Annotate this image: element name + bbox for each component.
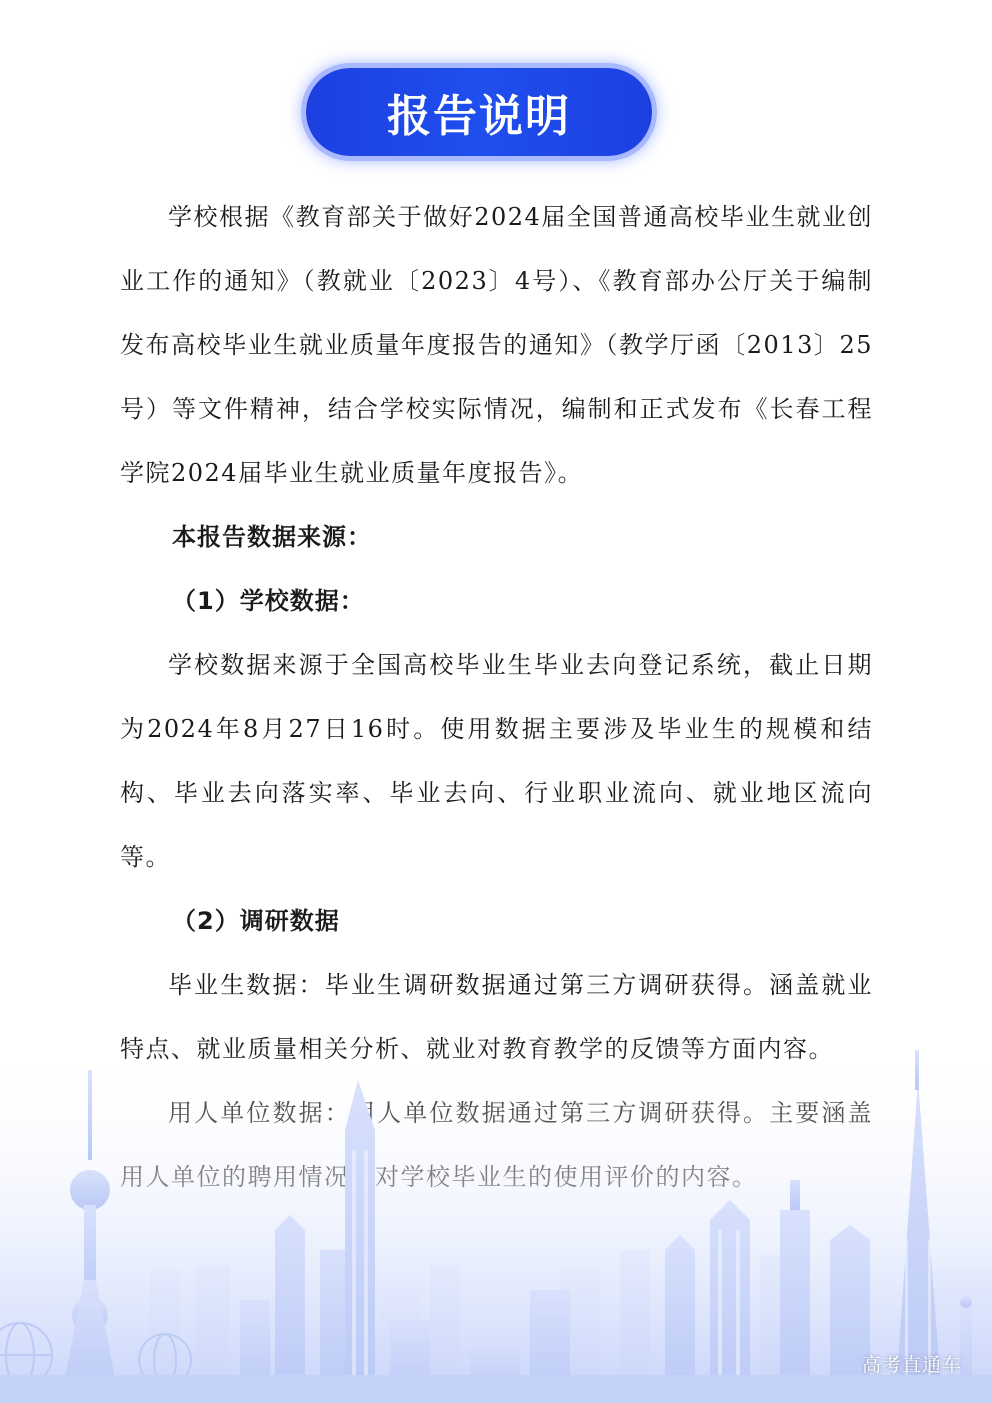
city-skyline-illustration <box>0 1040 992 1403</box>
watermark-text: 高考直通车 <box>861 1354 962 1376</box>
title-banner <box>306 68 652 156</box>
page-title: 报告说明 <box>387 91 571 142</box>
school-data-heading: （1）学校数据： <box>172 587 365 615</box>
data-source-heading: 本报告数据来源： <box>172 523 372 551</box>
survey-data-heading: （2）调研数据 <box>172 907 340 935</box>
graduate-data-paragraph: 毕业生数据：毕业生调研数据通过第三方调研获得。涵盖就业 <box>168 971 873 999</box>
school-data-paragraph: 学校数据来源于全国高校毕业生毕业去向登记系统，截止日期为2024年8月27日16时。使用数据主要涉及毕业生的规模和结构、毕业去向落实率、毕业去向、行业职业流向、就业地区流向等。 <box>120 651 873 871</box>
intro-paragraph: 学校根据《教育部关于做好2024届全国普通高校毕业生就业创业工作的通知》（教就业〔2023〕4号）、《教育部办公厅关于编制发布高校毕业生就业质量年度报告的通知》（教学厅函〔2013〕25号）等文件精神，结合学校实际情况，编制和正式发布《长春工程学院2024届毕业生就业质量年度报告》。 <box>120 203 873 487</box>
